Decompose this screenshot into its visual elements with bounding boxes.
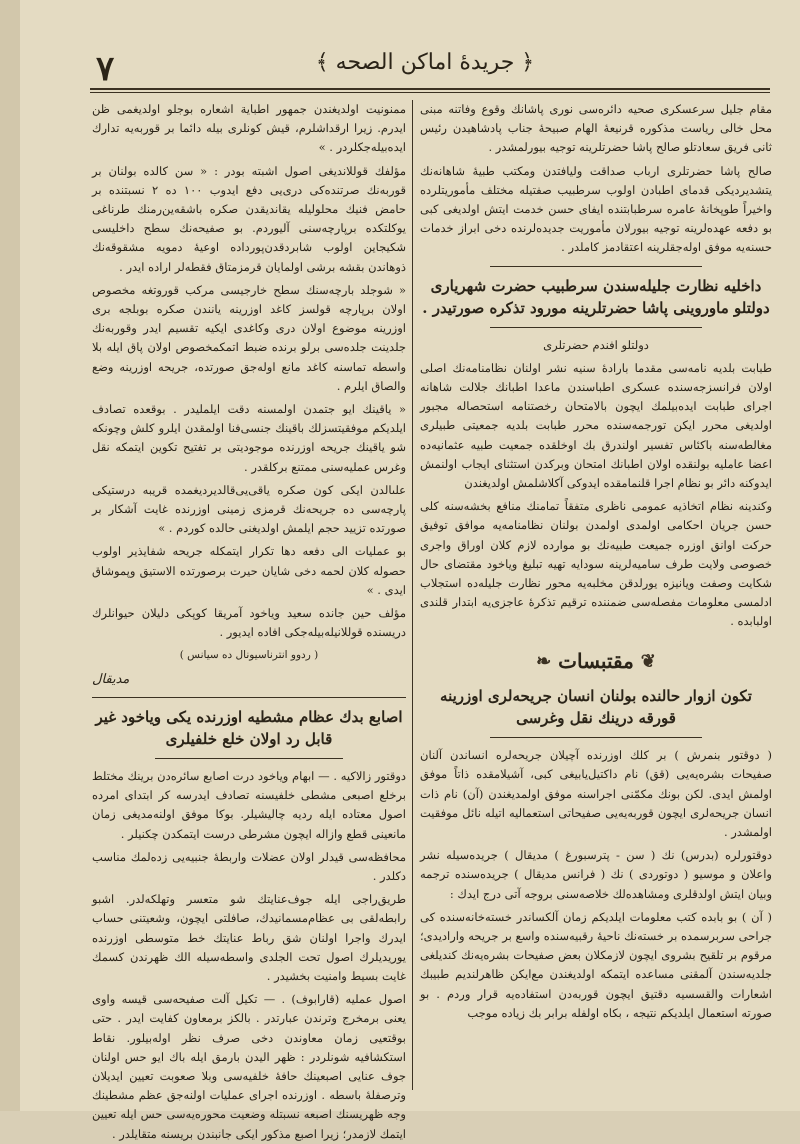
body-paragraph: « ياقينك ايو جتمدن اولمسنه دقت ايلمليدر . بوقعده تصادف ايلديكم موفقيتسزلك باقينك جنسى‌فنا اولمقدن ايلرو كلش وچونكه شو ياقينك جريحه اوزرنده موجوديتى بر تفتيح تكوين ايتمكه نقل وغرس عمليه‌سنى ممتنع بركلقدر .	[92, 402, 406, 474]
signature: مديقال	[92, 671, 130, 687]
intro-paragraph: مقام جليل سرعسكرى صحيه دائره‌سى نورى پاشانك وقوع وفاتنه مبنى محل خالى رياست مذكوره قرنيعهٔ الهام صبيحهٔ جناب پادشاهيدن رئيس ثانى فريق سعادتلو صالح پاشا حضرتلرينه توجيه بيورلمشدر .	[420, 102, 772, 155]
column-divider	[412, 100, 413, 1090]
body-paragraph: طريق‌راجى ايله جوف‌عنايتك شو متعسر وتهلكه‌لدر. اشبو رابطه‌لقى بى عظام‌مسمانيدك، صافلتى ايچون، وشعيتنى حساب ايدرك واجرا اولنان شق رباط عنايتك خط متوسطى اوزرنده يوريديلرك اصول تحت الجلدى واسطه‌سيله الك ظهرندن كسمك غايت بسيط وامنيت بخشيدر .	[92, 892, 406, 983]
divider	[155, 758, 343, 759]
ornament-icon: ❦	[640, 651, 656, 673]
body-paragraph: طبابت بلديه نامه‌سى مقدما باراده‌ٔ سنيه نشر اولنان نظامنامه‌نك اصلى اولان فرانسزجه‌سنده عسكرى اطباسندن ماعدا اطبانك جلالت شاهانه اجراى طبابت ايده‌بيلمك ايچون بالامتحان رخصتنامه استحصاله مجبور اولديغى محرر ايكن تورجمه‌سنده محرر طبابت بلديه جمعيتى طبيلرى مغالطه‌سنه باكئاس تفسير اولندرق بك اوخلقده جمعيت طبيه عثمانيه‌ده اعضا عامليه بولنقده اولان اطبانك امتحان وبركدن استثناى ايجاب اولنمش ايدوكنه دائر بو نظام اجرا قلنمامقده ايدوكى آكلاشلمش اولديغندن	[420, 360, 772, 491]
body-paragraph: محافظه‌سى قيدلر اولان عضلات واربطهٔ جنبيه‌يى زده‌لمك مناسب دكلدر .	[92, 849, 406, 883]
section-title	[420, 646, 772, 678]
header-rule	[90, 88, 770, 90]
divider	[490, 266, 701, 267]
article-paragraph: ( دوقتور بنمرش ) بر كلك اوزرنده آچيلان جريحه‌لره انساندن آلنان صفيحات بشره‌يه‌يى (قق) نام داكتيل‌يابيغى كبى، آشيلامقده ذاتاً موفق اولمش ايدى. لكن بونك مكمّنى اجراسنه موفق اولمديغندن (آن) نام ذات انسان جريحه‌لرى ايچون قوربه‌يه‌يى صفيحاتى استعماليه اتيله نائل موفقيت اولمشدر .	[420, 748, 772, 839]
body-paragraph: مؤلف حين جانده سعيد وياخود آمريقا كوپكى دليلان حيوانلرك دريسنده قوللانيله‌بيله‌جكى افاده ايديور .	[92, 606, 406, 640]
article-headline: اصابع بدك عظام مشطيه اوزرنده يكى وياخود غير قابل رد اولان خلع خلفيلرى	[95, 707, 403, 748]
page-edge	[0, 0, 20, 1111]
source-note: ( ردوو انترناسيونال ده سيانس )	[179, 649, 319, 662]
page-header	[80, 38, 770, 89]
divider	[490, 737, 701, 738]
header-rule-thin	[90, 92, 770, 93]
right-column	[420, 100, 772, 1090]
intro-paragraph: صالح پاشا حضرتلرى ارباب صداقت وليافتدن ومكتب طبيهٔ شاهانه‌نك يتشديرديكى قدماى اطبادن اولوب سرطبيب صفتيله مختلف مأموريتلرده واخيراً طوپخانهٔ عامره سرطبابتنده ايفاى حسن خدمت ايتش اولديغى كبى بو دفعه عهده‌لرينه توجيه بيورلان مأموريت جديده‌لرنده دخى ابراز خدمات حسنه‌يه موفق اوله‌جقلرينه اعتقادمز كاملدر .	[420, 163, 772, 255]
newspaper-title: ﴿ جريدهٔ اماكن الصحه ﴾	[315, 49, 535, 75]
left-column	[92, 100, 406, 1141]
page-number: ٧	[96, 49, 115, 89]
body-paragraph: ممنونيت اولديغندن جمهور اطباية اشعاره بوجلو اولديغمى ظن ايدرم. زيرا ارقداشلرم، قيش كونلرى بيله دائما بر قوربه‌يه تدارك ايده‌بيله‌جكلردر . »	[92, 102, 406, 155]
divider	[490, 327, 701, 328]
body-paragraph: اصول عمليه (قارابوف) . — تكيل آلت صفيحه‌سى قيسه واوى يعنى برمخرج وترندن عبارتدر . بالكز برمعاون كفايت ايدر . حتى بوقتعيى زمان معاوندن دخى صرف نظر اوله‌بيلور. نقاط استكشافيه شونلردر : ظهر اليدن بارمق ايله باك ايو حس اولنان جوف عنايى اصبعينك حافهٔ خلفيه‌سى وبلا صعوبت تعيين ايديلان وترصفله‌ٔ باسطه . اوزرنده اجرای عمليات اولنه‌جق عظم مشطينك وجه ظهريسنك اصبعه نسبتله وضعيت محوره‌يه‌سى حس ايله تعيين ايتمك لازمدر؛ زيرا اصبع مذكور ايكى جانبندن بريسنه متقايلدر .	[92, 992, 406, 1141]
ornament-icon: ❧	[536, 651, 552, 673]
body-paragraph: وكندينه نظام اتخاذيه عمومى ناظرى متفقاً تمامنك منافع بخشه‌سنه كلى حسن جريان احكامى اولمدى اولمدن بولنان نظامنامه‌يه موافق توفيق حركت اوانق اوزره جميعت طبيه‌نك بو موارده لازم كلان اوراق واجرى خصوصى ولايت طرف ساميه‌لرينه سودايه تهيه تبليغ وياخود مقتضاى حال شكايت وصفت ويانيزه يورلدقن مخلبه‌يه محور نظارت جليله‌ده استجلاب ادلمسى معلومات مفصله‌سى ضمننده ترقيم تذكره‌ٔ عاجزى‌يه ابتدار قلندى اولبابده .	[420, 499, 772, 629]
body-paragraph: علىالدن ايكى كون صكره ياقى‌يى‌قالديرديغمده قريبه درستيكى پارچه‌سى ده جريحه‌نك قرمزى زمينى اوزرنده غايت آشكار بر صورتده تزييد حجم ايلمش اولديغنى حالده كوردم . »	[92, 482, 406, 536]
article-paragraph: ( آن ) بو بابده كتب معلومات ايلديكم زمان آلكساندر خسته‌خانه‌سنده كى جراحى سربرسمده بر خسته‌نك ناحيه‌ٔ رقبيه‌سنده واسع بر جريحه واراديدى؛ مرقوم بر تلقيح بشروى ايچون لازمكلان بعض صفيحات بشره‌يه‌نك كنديلغى جلديه‌سندن آلمقنى مساعده ايتمكه اولديغندن مع‌ايكن ظاهرلنديم طبيبك اشعارات والقسسيه دقتيق ايچون قوربه‌دن استفاده‌يه قرار وردم . بو صورته استعمال ايلديكم نتيجه ، بكاه اولفله برابر بك زياده موجب	[420, 909, 772, 1020]
divider	[92, 697, 406, 698]
article-paragraph: دوقتورلره (بدرس) نك ( سن - پترسبورغ ) مديقال ) جريده‌سيله نشر واعلان و موسيو ( دوتوردى ) نك ( فرانس مديقال ) جريده‌سنده ترجمه وبيان ايتش اولدقلرى ومشاهده‌لك خلاصه‌سنى بروجه آتى درج ايدك :	[420, 848, 772, 901]
salutation: دولتلو افندم حضرتلرى	[543, 337, 649, 352]
section-title-text: مقتبسات	[558, 648, 634, 673]
article-headline: داخليه نظارت جليله‌سندن سرطبيب حضرت شهريارى دولتلو ماوروينى پاشا حضرتلرينه مورود تذكره صورتيدر .	[422, 276, 770, 317]
body-paragraph: مؤلفك قوللانديغى اصول اشبته بودر : « سن كالده بولنان بر قوربه‌نك صرتنده‌كى درى‌يى دفع ايدوب ۱۰۰ ده ۲ نسبتنده بر حامض فنيك محلوليله يقانديقدن صكره باشقه‌ين‌رمنك طرناغى يوكلتكده برپارچه‌سنى آليوردم. بو صفيحه‌نك سطح داخليسى شكيجاين اولوب شابردقدن‌پورداده اوعيه‌ٔ دمويه مشقوقه‌نك ذوهاندن بقشه برشى اولمايان قرمزمتاق فقطه‌لر اراده ايدر .	[92, 163, 406, 274]
body-paragraph: « شوجلد بارچه‌سنك سطح خارجيسى مركب قوروتغه مخصوص اولان برپارچه قولسز كاغد اوزرينه يانندن صكره بوبلجه برى اوزرينه موضوع اولان درى وكاغدى ايكيه تقسيم ايدر وقوربه‌نك جلدينت جلده‌سى برلو برنده ضبط اتمكمخصوص اولان پاق ايله بلا واسطه تماسنه كاغد مانع اوله‌جق صورتده، جريحه اوزرينه وضع والصاق ايلرم .	[92, 282, 406, 393]
body-paragraph: بو عمليات الى دفعه دها تكرار ايتمكله جريحه شفايذير اولوب حصوله كلان لحمه دخى شايان حيرت برصورتده الاستيق وپموشاق ايدى . »	[92, 544, 406, 597]
body-paragraph: دوقتور زالاكيه . — ابهام وياخود درت اصابع سائره‌دن برينك مختلط برخلع اصبعى مشطى خلفيسنه تصادف ايدرسه كر ابتداى امرده اصول معتاده ايله رديه چاليشيلر. بوكا موفق اولنه‌مديغى زمان مانعينى قطع وازاله ايچون مشرطى درست ايتمكدن چكنيلر .	[92, 768, 406, 841]
article-title: تكون ازوار حالنده بولنان انسان جريحه‌لرى اوزرينه قورقه درينك نقل وغرسى	[440, 687, 752, 728]
